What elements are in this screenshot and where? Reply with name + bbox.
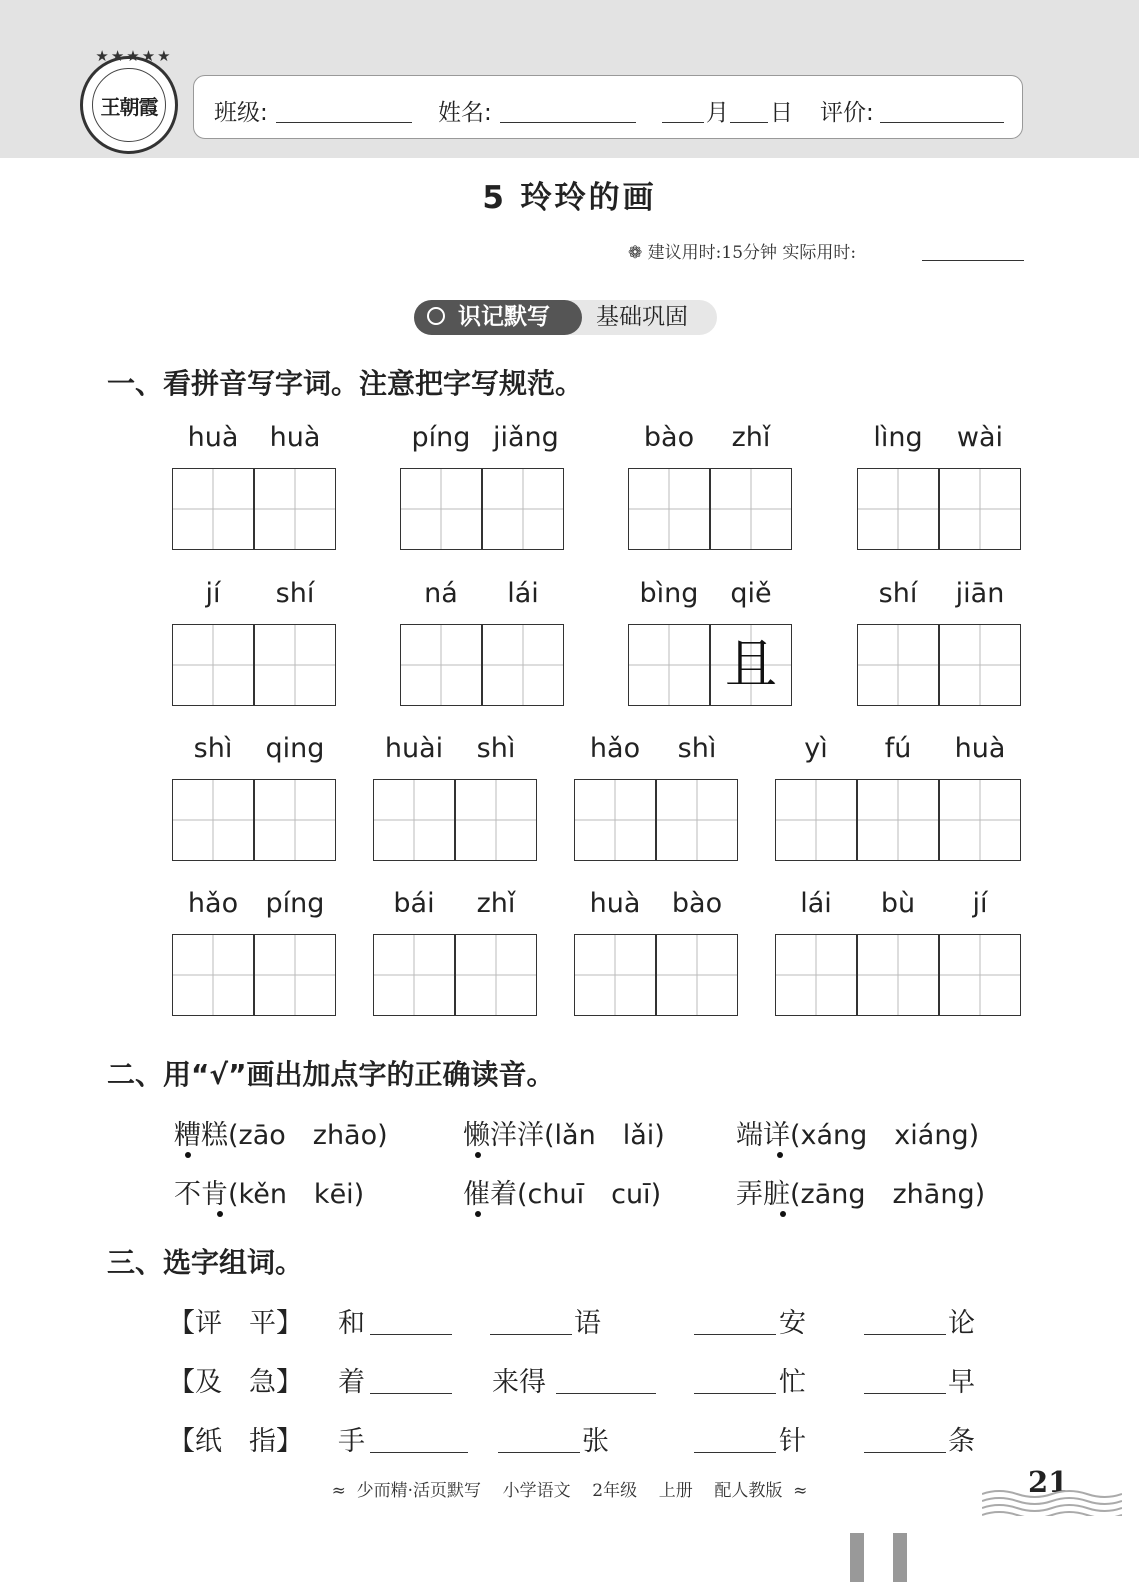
actual-time-blank[interactable] [922,260,1024,261]
writing-box[interactable] [939,779,1021,861]
word-part: 安 [779,1308,806,1339]
writing-box[interactable] [373,779,455,861]
pinyin-label: píng [411,422,471,453]
written-char [401,625,481,705]
written-char [858,469,938,549]
written-char [456,935,536,1015]
writing-box[interactable] [482,624,564,706]
word-part: 早 [948,1367,975,1398]
pinyin-label: qiě [730,578,772,609]
writing-box[interactable] [656,779,738,861]
written-char [776,780,856,860]
writing-box[interactable] [172,468,254,550]
q2-word: 催着 [463,1179,517,1210]
class-label: 班级: [214,100,268,126]
pinyin-label: lìng [873,422,923,453]
emphasis-dot [217,1211,223,1217]
lesson-title: 5 玲玲的画 [482,180,657,216]
pinyin-label: jí [972,888,988,919]
writing-box[interactable] [857,779,939,861]
written-char [858,625,938,705]
name-blank[interactable] [500,122,636,123]
writing-box[interactable] [710,468,792,550]
month-blank[interactable] [662,122,704,123]
answer-blank[interactable] [370,1452,468,1453]
medal-icon [427,307,445,325]
writing-box[interactable] [254,468,336,550]
written-char [173,469,253,549]
written-char [483,469,563,549]
writing-box[interactable] [254,934,336,1016]
q2-options[interactable]: (kěn kēi) [228,1179,365,1210]
q2-item [174,1113,388,1152]
pinyin-label: fú [884,733,912,764]
word-part: 和 [338,1308,365,1339]
pinyin-label: yì [804,733,828,764]
writing-box[interactable] [254,624,336,706]
answer-blank[interactable] [864,1452,946,1453]
badge-light-text: 基础巩固 [596,304,688,330]
writing-box[interactable] [775,934,857,1016]
q2-word: 弄脏 [736,1179,790,1210]
word-part: 条 [948,1426,975,1457]
pinyin-label: hǎo [589,733,641,764]
pinyin-label: píng [265,888,325,919]
pinyin-label: bìng [639,578,699,609]
logo-text: 王朝霞 [100,94,158,119]
day-blank[interactable] [730,122,768,123]
time-hint: ❁ 建议用时:15分钟 实际用时: [628,243,857,263]
pinyin-label: jiān [955,578,1005,609]
written-char [575,780,655,860]
writing-box[interactable] [628,468,710,550]
grade-label: 评价: [820,100,874,126]
word-part: 语 [574,1308,601,1339]
answer-blank[interactable] [498,1452,580,1453]
page-number: 21 [1028,1465,1069,1499]
word-part: 忙 [779,1367,806,1398]
written-char [629,625,709,705]
q2-word: 懒洋洋 [463,1120,544,1151]
pinyin-label: shì [476,733,516,764]
written-char [858,935,938,1015]
q2-item [736,1172,985,1211]
pinyin-label: zhǐ [476,888,516,919]
writing-box[interactable] [254,779,336,861]
writing-box[interactable] [482,468,564,550]
answer-blank[interactable] [864,1334,946,1335]
badge-dark-text: 识记默写 [414,300,582,335]
writing-box[interactable] [939,934,1021,1016]
pinyin-label: shí [275,578,315,609]
writing-box[interactable] [857,934,939,1016]
writing-box[interactable] [373,934,455,1016]
writing-box[interactable] [574,934,656,1016]
pinyin-label: bào [643,422,695,453]
emphasis-dot [780,1211,786,1217]
q2-options[interactable]: (zāng zhāng) [790,1179,986,1210]
student-info-box [193,75,1023,139]
section2-heading: 二、用“√”画出加点字的正确读音。 [107,1058,555,1091]
char-pair: 【评 平】 [168,1308,303,1339]
word-part: 手 [338,1426,365,1457]
char-pair: 【及 急】 [168,1367,303,1398]
answer-blank[interactable] [694,1452,776,1453]
writing-box[interactable] [775,779,857,861]
written-char [255,469,335,549]
pinyin-label: shì [193,733,233,764]
emphasis-dot [475,1152,481,1158]
emphasis-dot [185,1152,191,1158]
written-char: 且 [724,635,777,695]
writing-box[interactable] [172,624,254,706]
char-pair: 【纸 指】 [168,1426,303,1457]
written-char [173,625,253,705]
logo-stars: ★★★★★ [95,47,173,65]
pinyin-label: lái [507,578,539,609]
q2-options[interactable]: (lǎn lǎi) [544,1120,665,1151]
writing-box[interactable] [574,779,656,861]
pinyin-label: jí [205,578,221,609]
written-char [255,935,335,1015]
writing-box[interactable] [455,934,537,1016]
pinyin-label: huà [589,888,641,919]
word-part: 着 [338,1367,365,1398]
section1-heading: 一、看拼音写字词。注意把字写规范。 [107,367,584,400]
written-char [374,935,454,1015]
written-char [575,935,655,1015]
answer-blank[interactable] [556,1393,656,1394]
pinyin-label: shí [878,578,918,609]
answer-blank[interactable] [490,1334,572,1335]
name-label: 姓名: [438,100,492,126]
binding-tab [893,1533,907,1582]
word-part: 针 [779,1426,806,1457]
written-char [657,780,737,860]
q2-word: 不肯 [174,1179,228,1210]
clock-icon: ❁ [628,243,643,263]
written-char [483,625,563,705]
written-char [940,935,1020,1015]
pinyin-label: hǎo [187,888,239,919]
class-blank[interactable] [276,122,412,123]
q2-options[interactable]: (chuī cuī) [517,1179,662,1210]
written-char [173,935,253,1015]
writing-box[interactable] [857,468,939,550]
writing-box[interactable] [939,468,1021,550]
written-char [401,469,481,549]
pinyin-label: bái [393,888,435,919]
q2-options[interactable]: (xáng xiáng) [790,1120,980,1151]
writing-box[interactable] [656,934,738,1016]
pinyin-label: qing [265,733,325,764]
written-char [711,469,791,549]
writing-box[interactable] [400,624,482,706]
grade-blank[interactable] [880,122,1004,123]
written-char [858,780,938,860]
pinyin-label: huà [187,422,239,453]
written-char [940,780,1020,860]
written-char [776,935,856,1015]
written-char [940,469,1020,549]
word-part: 来得 [492,1367,546,1398]
q2-item [463,1113,665,1152]
day-label: 日 [770,100,793,126]
written-char [940,625,1020,705]
emphasis-dot [475,1211,481,1217]
written-char [629,469,709,549]
answer-blank[interactable] [694,1393,776,1394]
word-part: 张 [582,1426,609,1457]
written-char [456,780,536,860]
writing-box[interactable] [172,934,254,1016]
written-char [255,780,335,860]
written-char [255,625,335,705]
q2-word: 端详 [736,1120,790,1151]
q2-item [174,1172,364,1211]
written-char [374,780,454,860]
writing-box[interactable] [710,624,792,706]
answer-blank[interactable] [370,1334,452,1335]
pinyin-label: huà [269,422,321,453]
emphasis-dot [777,1152,783,1158]
q2-item [463,1172,661,1211]
pinyin-label: jiǎng [493,422,559,453]
writing-box[interactable] [400,468,482,550]
writing-box[interactable] [172,779,254,861]
word-part: 论 [948,1308,975,1339]
pinyin-label: zhǐ [731,422,771,453]
pinyin-label: bào [671,888,723,919]
q2-options[interactable]: (zāo zhāo) [228,1120,388,1151]
writing-box[interactable] [628,624,710,706]
section3-heading: 三、选字组词。 [107,1246,304,1279]
publisher-logo [80,47,178,154]
writing-box[interactable] [857,624,939,706]
pinyin-label: huài [384,733,444,764]
answer-blank[interactable] [694,1334,776,1335]
writing-box[interactable] [455,779,537,861]
pinyin-label: ná [424,578,458,609]
footer-text: ≈ 少而精·活页默写 小学语文 2年级 上册 配人教版 ≈ [331,1481,808,1501]
answer-blank[interactable] [370,1393,452,1394]
written-char [173,780,253,860]
q2-item [736,1113,979,1152]
binding-tab [850,1533,864,1582]
month-label: 月 [706,100,729,126]
q2-word: 糟糕 [174,1120,228,1151]
wave-decoration-icon [982,1488,1122,1516]
answer-blank[interactable] [864,1393,946,1394]
pinyin-label: lái [800,888,832,919]
pinyin-label: bù [880,888,916,919]
writing-box[interactable] [939,624,1021,706]
written-char [657,935,737,1015]
pinyin-label: wài [956,422,1004,453]
pinyin-label: shì [677,733,717,764]
pinyin-label: huà [954,733,1006,764]
